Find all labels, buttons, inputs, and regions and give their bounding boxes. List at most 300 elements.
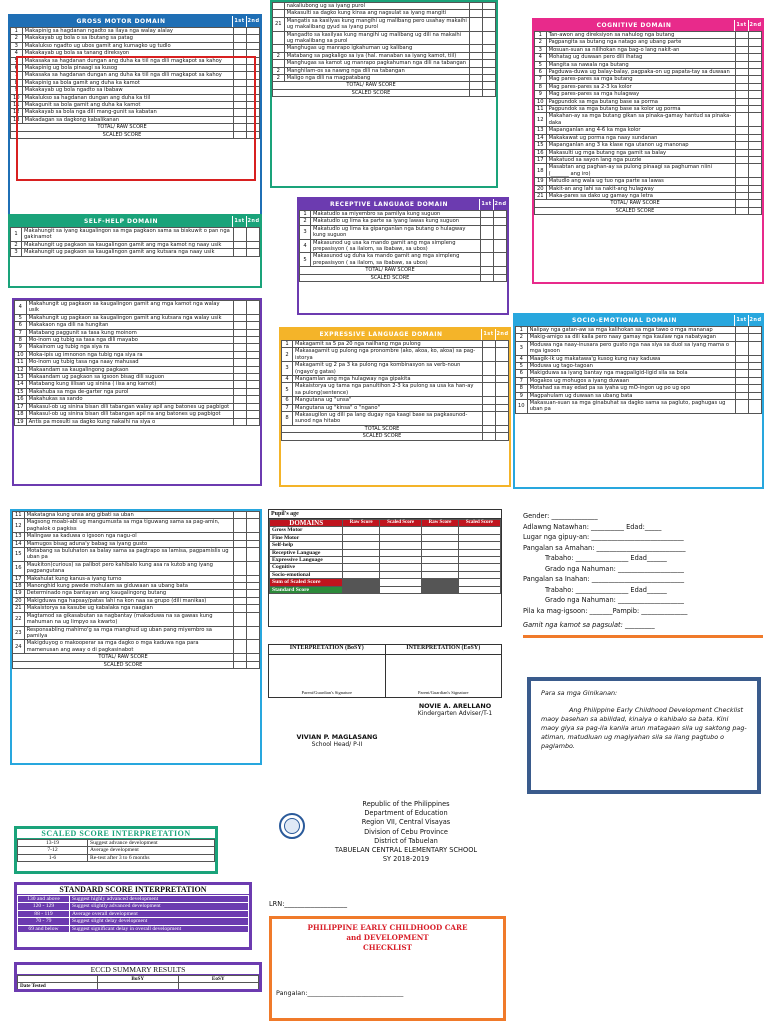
check-cell-1[interactable] xyxy=(234,512,247,519)
checklist-row xyxy=(273,60,496,67)
scaled-score-label: SCALED SCORE xyxy=(11,131,234,138)
check-cell-2[interactable] xyxy=(247,418,260,425)
check-cell-2[interactable] xyxy=(247,359,260,366)
check-cell-2[interactable] xyxy=(247,249,260,256)
check-cell-1[interactable] xyxy=(234,249,247,256)
check-cell-1[interactable] xyxy=(234,50,247,57)
check-cell-1[interactable] xyxy=(483,341,496,348)
check-cell-2[interactable] xyxy=(247,590,260,597)
checklist-row: 15 Motabang sa buluhaton sa balay sama sa pagtrapo sa lamisa, pagpamislis ug uban pa xyxy=(13,548,260,562)
check-cell-1[interactable] xyxy=(234,337,247,344)
check-cell-1[interactable] xyxy=(234,79,247,86)
checklist-row: 2 Makasagamit ug pulong nga pronombre (ako, akoa, ko, akoa) sa pag-istorya xyxy=(282,348,509,362)
check-cell-2[interactable] xyxy=(247,612,260,626)
check-cell-2[interactable] xyxy=(247,519,260,533)
check-cell-1[interactable] xyxy=(234,626,247,640)
check-cell-1[interactable] xyxy=(736,185,749,192)
checklist-item: Makahan-ay sa mga butang gikan sa pinaka-gamay hantud sa pinaka-daka xyxy=(546,113,735,127)
check-cell-1[interactable] xyxy=(483,348,496,362)
check-cell-1[interactable] xyxy=(234,540,247,547)
check-cell-2[interactable] xyxy=(749,370,762,377)
check-cell-1[interactable] xyxy=(483,376,496,383)
check-cell-2[interactable] xyxy=(247,87,260,94)
check-cell-1[interactable] xyxy=(234,28,247,35)
check-cell-1[interactable] xyxy=(234,344,247,351)
check-cell-1[interactable] xyxy=(234,351,247,358)
check-cell-1[interactable] xyxy=(470,45,483,52)
check-cell-1[interactable] xyxy=(234,548,247,562)
check-cell-1[interactable] xyxy=(736,164,749,178)
check-cell-2[interactable] xyxy=(483,52,496,59)
checklist-item: Mag pares-pares sa mga butang xyxy=(546,76,735,83)
standard-interp-panel xyxy=(14,882,252,950)
check-cell-1[interactable] xyxy=(736,392,749,399)
pupil-info xyxy=(523,511,763,638)
gross-motor-panel: GROSS MOTOR DOMAIN 1st 2nd 1 Makapinig sa hagdanan ngadto sa ilaya nga walay alalay 2 Makakayab ug bola o sa ibutang sa patag 3 Makalukso ngadto ug ubos gamit ang kumagko ug tudlo 4 Makakayab ug bola sa tanang direksyon 5 Makasaka sa hagdanan dungan ang duha ka tiil nga dili magkapot sa kahoy 6 Makapinig ug bola pinaagi sa kusog 7 Makasaka sa hagdanan dungan ang duha ka tiil nga dili magkapot sa kahoy 8 Makapinig sa bola gamit ang duha ka kamot 9 Makakayab ug bola ngadto sa ibabaw 10 Makalukso sa hagdanan dungan ang duha ka tiil 11 Makagunit sa bola gamit ang duha ka kamot 12 Makakayab sa bola nga dili mang-gunit sa kabatan 13 Makadagan sa dagkong kabalikanan TOTAL/ RAW SCORE SCALED SCORE xyxy=(8,14,262,217)
summary-domain: Gross Motor xyxy=(270,527,343,534)
check-cell-2[interactable] xyxy=(247,241,260,248)
self-help-panel: SELF-HELP DOMAIN 1st 2nd 1 Makahungit sa iyang kaugalingon sa mga pagkaon sama sa biskuwit o pan nga gakinamot 2 Makahungit ug pagkaon sa kaugalingon gamit ang mga kamot ng naay usik 3 Makahungit ug pagkaon sa kaugalingon gamit ang kutsara nga naay usik xyxy=(8,214,262,288)
summary-head: Raw Score xyxy=(422,520,459,527)
check-cell-2[interactable] xyxy=(247,337,260,344)
checklist-item: Manghugas ug manrapo igkahuman ug kalibang xyxy=(284,45,469,52)
check-cell-1[interactable] xyxy=(736,106,749,113)
check-cell-2[interactable] xyxy=(749,142,762,149)
check-cell-1[interactable] xyxy=(736,370,749,377)
check-cell-1[interactable] xyxy=(234,314,247,321)
checklist-item: Makasul-ob ug sinina bisan dili tabangan apil na ang batones ug pagbigot xyxy=(26,411,233,418)
check-cell-1[interactable] xyxy=(234,35,247,42)
check-cell-2[interactable] xyxy=(247,540,260,547)
cognitive-table xyxy=(534,31,762,215)
check-cell-2[interactable] xyxy=(247,301,260,315)
check-cell-2[interactable] xyxy=(749,334,762,341)
check-cell-2[interactable] xyxy=(483,10,496,17)
check-cell-1[interactable] xyxy=(736,334,749,341)
check-cell-1[interactable] xyxy=(234,418,247,425)
eccd-title: ECCD SUMMARY RESULTS xyxy=(17,965,259,975)
checklist-row: 2 Manghilam-os sa nawng nga dili na tabangan xyxy=(273,67,496,74)
check-cell-2[interactable] xyxy=(247,109,260,116)
head-block xyxy=(282,733,392,748)
check-cell-2[interactable] xyxy=(483,45,496,52)
checklist-row: 5 Makasunod ug duha ka mando gamit ang mga simpleng prepasisyon ( sa ilalom, sa ibabaw, sa ubos) xyxy=(300,253,507,267)
check-cell-2[interactable] xyxy=(247,322,260,329)
check-cell-1[interactable] xyxy=(234,57,247,64)
check-cell-1[interactable] xyxy=(234,640,247,654)
check-cell-1[interactable] xyxy=(234,388,247,395)
check-cell-2[interactable] xyxy=(247,344,260,351)
check-cell-2[interactable] xyxy=(749,113,762,127)
check-cell-1[interactable] xyxy=(736,83,749,90)
check-cell-1[interactable] xyxy=(234,65,247,72)
check-cell-1[interactable] xyxy=(483,404,496,411)
check-cell-1[interactable] xyxy=(483,397,496,404)
check-cell-1[interactable] xyxy=(234,109,247,116)
check-cell-2[interactable] xyxy=(247,57,260,64)
check-cell-1[interactable] xyxy=(736,341,749,355)
check-cell-1[interactable] xyxy=(481,225,494,239)
check-cell-1[interactable] xyxy=(736,98,749,105)
receptive-table xyxy=(299,210,507,282)
check-cell-2[interactable] xyxy=(247,94,260,101)
checklist-row: 4 Mohatag ug duwaan pero dili ihatag xyxy=(535,54,762,61)
republic-block: Republic of the Philippines Department of Education Region VII, Central Visayas Division of Cebu Province District of Tabuelan TABUELAN CENTRAL ELEMENTARY SCHOOL SY 2018-2019 xyxy=(334,800,478,864)
check-cell-2[interactable] xyxy=(749,106,762,113)
checklist-row: 4 Makasunod ug usa ka mando gamit ang mga simpleng prepasisyon ( sa ilalom, sa ibabaw, sa ubos) xyxy=(300,239,507,253)
check-cell-1[interactable] xyxy=(234,72,247,79)
parent-signature-1: Parent/Guardian's Signature xyxy=(301,690,352,695)
checklist-row: 17 Makahulat kung kanus-a iyang turno xyxy=(13,575,260,582)
check-cell-2[interactable] xyxy=(749,400,762,414)
checklist-item: Motabang sa buluhaton sa balay sama sa pagtrapo sa lamisa, pagpamislis ug uban pa xyxy=(24,548,233,562)
cognitive-panel: COGNITIVE DOMAIN 1st 2nd 1 Tan-awon ang direksiyon sa nahulog nga butang 2 Pagpangita sa butang nga natago ang ubang parte 3 Mosuan-suan sa nilihokan nga bag-o lang nakit-an 4 Mohatag ug duwaan pero dili ihatag 5 Mangita sa nawala nga butang 6 Pagduwa-duwa ug balay-balay, pagpaka-on ug papata-tay sa duwaan 7 Mag pares-pares sa mga butang 8 Mag pares-pares sa 2-3 ka kolor 9 Mag pares-pares sa mga hulagway 10 Pagpundok sa mga butang base sa porma 11 Pagpundok sa mga butang base sa kolor ug porma 12 Makahan-ay sa mga butang gikan sa pinaka-gamay hantud sa pinaka-daka 13 Mapanganlan ang 4-6 ka mga kolor 14 Makakawat ug porma nga naay sundanan 15 Mapanganlan ang 3 ka klase nga utanon ug manonap 16 Makasulti ug mga butang nga gamit sa balay 17 Makatuod sa sayon lang nga puzzle 18 Masabtan ang paghan-ay sa pulong pinaagi sa paghuman niini (_______ ang iro) 19 Matudlo ang wala ug tuo nga parte sa lawas 20 Makit-an ang lahi sa nakit-ang hulagway 21 Maka-pares sa dako ug gamay nga letra TOTAL/ RAW SCORE SCALED SCORE xyxy=(532,18,764,284)
checklist-item: Makasunod ug usa ka mando gamit ang mga simpleng prepasisyon ( sa ilalom, sa ibabaw, sa ubos) xyxy=(311,239,481,253)
total-raw-score-label: TOTAL/ RAW SCORE xyxy=(535,200,736,207)
checklist-item: Makaandam sa kaugalingong pagkaon xyxy=(26,366,233,373)
check-cell-1[interactable] xyxy=(234,102,247,109)
checklist-row: 20 Makigduwa nga hapsay/patas lahi na kon naa sa grupo (dili manikas) xyxy=(13,597,260,604)
checklist-row: 6 Makakaon nga dili na hungitan xyxy=(15,322,260,329)
checklist-row: 2 Makig-amigo sa dili kaila pero naay gamay nga kaulaw nga nabatyagan xyxy=(516,334,762,341)
check-cell-1[interactable] xyxy=(736,91,749,98)
check-cell-2[interactable] xyxy=(247,381,260,388)
check-cell-2[interactable] xyxy=(749,164,762,178)
check-cell-2[interactable] xyxy=(247,65,260,72)
checklist-item: Makakayab ug bola ngadto sa ibabaw xyxy=(22,87,233,94)
checklist-item: Makasulti ug mga butang nga gamit sa balay xyxy=(546,149,735,156)
check-cell-2[interactable] xyxy=(749,76,762,83)
mother-field: Pangalan sa Inahan: ____________________________ xyxy=(523,575,685,583)
checklist-row: 7 Mag pares-pares sa mga butang xyxy=(535,76,762,83)
check-cell-1[interactable] xyxy=(736,327,749,334)
check-cell-1[interactable] xyxy=(234,116,247,123)
check-cell-1[interactable] xyxy=(736,127,749,134)
check-cell-1[interactable] xyxy=(234,359,247,366)
check-cell-1[interactable] xyxy=(736,400,749,414)
check-cell-2[interactable] xyxy=(749,127,762,134)
check-cell-2[interactable] xyxy=(749,355,762,362)
checklist-row: 19 Antis pa mosulti sa dagko kung nakaihi na siya o xyxy=(15,418,260,425)
receptive-title: RECEPTIVE LANGUAGE DOMAIN xyxy=(329,201,449,208)
checklist-item: Matabang kung iilisan ug sinina ( iisa ang kamot) xyxy=(26,381,233,388)
check-cell-1[interactable] xyxy=(234,374,247,381)
check-cell-2[interactable] xyxy=(483,3,496,10)
check-cell-2[interactable] xyxy=(483,17,496,31)
check-cell-2[interactable] xyxy=(247,561,260,575)
check-cell-1[interactable] xyxy=(736,32,749,39)
check-cell-2[interactable] xyxy=(496,397,509,404)
check-cell-2[interactable] xyxy=(483,31,496,45)
address-field: Lugar nga gipuy-an: ____________________________ xyxy=(523,533,684,541)
checklist-row: 8 Mag pares-pares sa 2-3 ka kolor xyxy=(535,83,762,90)
checklist-item: Masabtan ang paghan-ay sa pulong pinaagi sa paghuman niini (_______ ang iro) xyxy=(546,164,735,178)
scaled-interp-panel xyxy=(14,826,218,874)
self-help-top-panel xyxy=(270,0,498,188)
checklist-item: Makakaon nga dili na hungitan xyxy=(26,322,233,329)
check-cell-2[interactable] xyxy=(483,67,496,74)
check-cell-2[interactable] xyxy=(496,404,509,411)
check-cell-1[interactable] xyxy=(736,113,749,127)
total-raw-score-label: TOTAL/ RAW SCORE xyxy=(300,267,481,274)
checklist-item: Makapinig sa bola gamit ang duha ka kamot xyxy=(22,79,233,86)
check-cell-2[interactable] xyxy=(247,42,260,49)
check-cell-2[interactable] xyxy=(483,60,496,67)
check-cell-2[interactable] xyxy=(494,225,507,239)
check-cell-2[interactable] xyxy=(749,61,762,68)
check-cell-1[interactable] xyxy=(234,87,247,94)
adviser-title: Kindergarten Adviser/T-1 xyxy=(417,710,493,717)
check-cell-1[interactable] xyxy=(234,590,247,597)
check-cell-1[interactable] xyxy=(234,396,247,403)
checklist-item: Maagik-ik ug makatawa'g kusog kung nay kaduwa xyxy=(527,355,735,362)
check-cell-1[interactable] xyxy=(481,211,494,218)
adviser-block xyxy=(400,702,510,717)
check-cell-2[interactable] xyxy=(494,239,507,253)
check-cell-2[interactable] xyxy=(749,98,762,105)
checklist-item: Makatuod sa sayon lang nga puzzle xyxy=(546,156,735,163)
check-cell-2[interactable] xyxy=(247,605,260,612)
check-cell-2[interactable] xyxy=(749,69,762,76)
check-cell-2[interactable] xyxy=(749,83,762,90)
check-cell-2[interactable] xyxy=(247,640,260,654)
checklist-item: Makasagamit ug pulong nga pronombre (ako, akoa, ko, akoa) sa pag-istorya xyxy=(293,348,483,362)
total-raw-score-label: TOTAL SCORE xyxy=(282,425,483,432)
checklist-row: 9 Makakayab ug bola ngadto sa ibabaw xyxy=(11,87,260,94)
check-cell-1[interactable] xyxy=(234,329,247,336)
check-cell-2[interactable] xyxy=(247,35,260,42)
check-cell-2[interactable] xyxy=(749,392,762,399)
check-cell-2[interactable] xyxy=(749,178,762,185)
check-cell-1[interactable] xyxy=(470,67,483,74)
check-cell-1[interactable] xyxy=(736,363,749,370)
check-cell-2[interactable] xyxy=(749,54,762,61)
check-cell-1[interactable] xyxy=(234,411,247,418)
check-cell-2[interactable] xyxy=(247,388,260,395)
checklist-row: 6 Makigduwa sa iyang bantay nga magpaligid-ligid sila sa bola xyxy=(516,370,762,377)
check-cell-2[interactable] xyxy=(496,383,509,397)
checklist-row: 17 Makatuod sa sayon lang nga puzzle xyxy=(535,156,762,163)
check-cell-2[interactable] xyxy=(496,412,509,426)
check-cell-2[interactable] xyxy=(749,32,762,39)
checklist-item: Makakawat ug porma nga naay sundanan xyxy=(546,134,735,141)
check-cell-2[interactable] xyxy=(496,341,509,348)
check-cell-2[interactable] xyxy=(749,39,762,46)
check-cell-2[interactable] xyxy=(247,548,260,562)
check-cell-2[interactable] xyxy=(247,72,260,79)
check-cell-2[interactable] xyxy=(496,348,509,362)
check-cell-1[interactable] xyxy=(234,366,247,373)
check-cell-2[interactable] xyxy=(749,91,762,98)
checklist-row: 12 Magsong moabi-abi ug mangumusta sa mga tiguwang sama sa pag-amin, paghalok o pagkiss xyxy=(13,519,260,533)
check-cell-1[interactable] xyxy=(736,54,749,61)
summary-panel xyxy=(268,509,502,627)
checklist-row xyxy=(273,45,496,52)
check-cell-1[interactable] xyxy=(470,3,483,10)
check-cell-1[interactable] xyxy=(234,533,247,540)
checklist-row: 10 Makasuan-suan sa mga ginabuhat sa dagko sama sa pagluto, paghugas ug uban pa xyxy=(516,400,762,414)
checklist-row: 9 Mag pares-pares sa mga hulagway xyxy=(535,91,762,98)
check-cell-1[interactable] xyxy=(234,605,247,612)
socio-table xyxy=(515,326,762,414)
check-cell-2[interactable] xyxy=(247,533,260,540)
check-cell-2[interactable] xyxy=(247,102,260,109)
checklist-item: Nalipay nga gatan-aw sa mga kalihokan sa mga tawo o mga mananap xyxy=(527,327,735,334)
socio-cont-panel xyxy=(10,509,262,765)
check-cell-1[interactable] xyxy=(736,156,749,163)
checklist-item: Makahungit ug pagkaon sa kaugalingon gamit ang kutsara nga naay usik xyxy=(22,249,234,256)
check-cell-1[interactable] xyxy=(234,403,247,410)
check-cell-2[interactable] xyxy=(494,253,507,267)
check-cell-1[interactable] xyxy=(736,46,749,53)
check-cell-2[interactable] xyxy=(247,116,260,123)
summary-domain: Socio-emotional xyxy=(270,571,343,578)
lrn-field: LRN:___________________ xyxy=(269,900,348,908)
checklist-row: 14 Mamugos bisag aduna'y babag sa iyang gusto xyxy=(13,540,260,547)
summary-head: Scaled Score xyxy=(458,520,500,527)
check-cell-1[interactable] xyxy=(483,412,496,426)
check-cell-2[interactable] xyxy=(749,134,762,141)
check-cell-1[interactable] xyxy=(234,322,247,329)
check-cell-1[interactable] xyxy=(736,149,749,156)
check-cell-1[interactable] xyxy=(470,31,483,45)
check-cell-1[interactable] xyxy=(481,253,494,267)
check-cell-1[interactable] xyxy=(736,61,749,68)
check-cell-1[interactable] xyxy=(481,218,494,225)
check-cell-2[interactable] xyxy=(247,374,260,381)
check-cell-1[interactable] xyxy=(736,178,749,185)
check-cell-1[interactable] xyxy=(483,362,496,376)
check-cell-1[interactable] xyxy=(736,142,749,149)
check-cell-1[interactable] xyxy=(234,612,247,626)
check-cell-2[interactable] xyxy=(247,396,260,403)
check-cell-1[interactable] xyxy=(234,583,247,590)
check-cell-1[interactable] xyxy=(483,383,496,397)
check-cell-1[interactable] xyxy=(736,355,749,362)
check-cell-1[interactable] xyxy=(470,52,483,59)
check-cell-2[interactable] xyxy=(247,583,260,590)
check-cell-2[interactable] xyxy=(247,28,260,35)
checklist-row: 11 Makatagna kung unsa ang gibati sa uban xyxy=(13,512,260,519)
check-cell-2[interactable] xyxy=(483,75,496,82)
checklist-item: Magtamod sa gikasabutan sa nagbantay (makaduwa na sa gawas kung mahuman na ug limpyo sa kwarto) xyxy=(24,612,233,626)
check-cell-2[interactable] xyxy=(247,512,260,519)
checklist-item: Matabang paggunit sa tasa kung moinom xyxy=(26,329,233,336)
check-cell-1[interactable] xyxy=(736,385,749,392)
check-cell-1[interactable] xyxy=(736,39,749,46)
checklist-row: 8 Makasugilon ug dili pa lang dugay nga kaagi base sa pagkasunod-sunod nga hitabo xyxy=(282,412,509,426)
check-cell-2[interactable] xyxy=(496,362,509,376)
checklist-row: 20 Makit-an ang lahi sa nakit-ang hulagway xyxy=(535,185,762,192)
check-cell-1[interactable] xyxy=(234,519,247,533)
check-cell-2[interactable] xyxy=(247,411,260,418)
check-cell-2[interactable] xyxy=(247,351,260,358)
checklist-item: Makaistorya sa kasube ug kabalaka nga naagian xyxy=(24,605,233,612)
check-cell-1[interactable] xyxy=(470,10,483,17)
check-cell-2[interactable] xyxy=(749,185,762,192)
socio-emotional-panel: SOCIO-EMOTIONAL DOMAIN 1st 2nd 1 Nalipay nga gatan-aw sa mga kalihokan sa mga tawo o mga mananap 2 Makig-amigo sa dili kaila pero naay gamay nga kaulaw nga nabatyagan 3 Moduwa nga naay-inusara pero gusto nga naa siya sa duol sa iyang mama o mga igsoon 4 Maagik-ik ug makatawa'g kusog kung nay kaduwa 5 Moduwa ug tago-tagoan 6 Makigduwa sa iyang bantay nga magpaligid-ligid sila sa bola 7 Mogakos ug mohugos a iyang duwaan 8 Motahad sa may edad pa sa iyaha ug mO-ingon ug po ug opo 9 Magpahulam ug duwaan sa ubang bata 10 Makasuan-suan sa mga ginabuhat sa dagko sama sa pagluto, paghugas ug uban pa xyxy=(513,313,764,489)
checklist-item: Makigduwa sa iyang bantay nga magpaligid-ligid sila sa bola xyxy=(527,370,735,377)
check-cell-1[interactable] xyxy=(234,381,247,388)
standard-interp-table: 130 and above Suggest highly advanced development 120 - 129 Suggest slightly advanced development 88 - 119 Average overall development 70 - 79 Suggest slight delay development 69 and below Suggest significant delay in overall development xyxy=(17,895,249,933)
check-cell-2[interactable] xyxy=(247,329,260,336)
check-cell-1[interactable] xyxy=(470,60,483,67)
check-cell-2[interactable] xyxy=(496,376,509,383)
checklist-item: Maka-pares sa dako ug gamay nga letra xyxy=(546,192,735,199)
eccd-panel: ECCD SUMMARY RESULTS BoSY EoSY Date Tested xyxy=(14,962,262,992)
checklist-row: 5 Makaistorya ug tama nga panultihon 2-3 ka pulong sa usa ka han-ay sa pulong(sentence) xyxy=(282,383,509,397)
check-cell-2[interactable] xyxy=(247,228,260,242)
check-cell-1[interactable] xyxy=(234,42,247,49)
check-cell-2[interactable] xyxy=(749,149,762,156)
checklist-row: 3 Makahungit ug pagkaon sa kaugalingon gamit ang kutsara nga naay usik xyxy=(11,249,260,256)
parent-signature-2: Parent/Guardian's Signature xyxy=(418,690,469,695)
checklist-row: 13 Makadagan sa dagkong kabalikanan xyxy=(11,116,260,123)
check-cell-1[interactable] xyxy=(234,94,247,101)
sum-scaled-label: Sum of Scaled Score xyxy=(270,579,343,586)
checklist-row: 16 Makasulti ug mga butang nga gamit sa balay xyxy=(535,149,762,156)
check-cell-2[interactable] xyxy=(247,79,260,86)
check-cell-1[interactable] xyxy=(234,575,247,582)
check-cell-1[interactable] xyxy=(736,76,749,83)
note-body: Ang Philippine Early Childhood Development Checklist maoy basehan sa abilidad, kinaiya o kahibalo sa bata. Kini maoy giya sa pag-ila kanila arun matagaan sila ug saktong pag-atiman, matudluan ug magiyahan sila sa ilang pagtubo o paglambo. xyxy=(541,706,747,750)
check-cell-1[interactable] xyxy=(481,239,494,253)
checklist-item: Makainom ug tubig nga siya ra xyxy=(26,344,233,351)
checklist-item: Makasuan-suan sa mga ginabuhat sa dagko sama sa pagluto, paghugas ug uban pa xyxy=(527,400,735,414)
check-cell-2[interactable] xyxy=(494,211,507,218)
check-cell-1[interactable] xyxy=(736,69,749,76)
checklist-item: Makapinig sa hagdanan ngadto sa ilaya nga walay alalay xyxy=(22,28,233,35)
checklist-row: 4 Maagik-ik ug makatawa'g kusog kung nay kaduwa xyxy=(516,355,762,362)
check-cell-1[interactable] xyxy=(470,75,483,82)
check-cell-2[interactable] xyxy=(749,385,762,392)
check-cell-2[interactable] xyxy=(749,46,762,53)
check-cell-1[interactable] xyxy=(736,134,749,141)
checklist-row: 2 Makatudlo ug lima ka parte sa iyang lawas kung suguon xyxy=(300,218,507,225)
check-cell-1[interactable] xyxy=(736,377,749,384)
check-cell-2[interactable] xyxy=(749,327,762,334)
check-cell-2[interactable] xyxy=(247,403,260,410)
check-cell-2[interactable] xyxy=(749,192,762,199)
check-cell-1[interactable] xyxy=(736,192,749,199)
checklist-item: Makasunod ug duha ka mando gamit ang mga simpleng prepasisyon ( sa ilalom, sa ibabaw, sa ubos) xyxy=(311,253,481,267)
check-cell-2[interactable] xyxy=(247,366,260,373)
gross-motor-table xyxy=(10,27,260,139)
check-cell-1[interactable] xyxy=(234,228,247,242)
scaled-interp-title: SCALED SCORE INTERPRETATION xyxy=(17,829,215,839)
check-cell-2[interactable] xyxy=(749,377,762,384)
check-cell-1[interactable] xyxy=(234,597,247,604)
checklist-item: Pagduwa-duwa ug balay-balay, pagpaka-on ug papata-tay sa duwaan xyxy=(546,69,735,76)
check-cell-2[interactable] xyxy=(247,575,260,582)
scaled-score-label: SCALED SCORE xyxy=(282,433,483,440)
check-cell-1[interactable] xyxy=(470,17,483,31)
check-cell-2[interactable] xyxy=(749,156,762,163)
check-cell-2[interactable] xyxy=(494,218,507,225)
check-cell-2[interactable] xyxy=(749,363,762,370)
checklist-row: 1 Makahungit sa iyang kaugalingon sa mga pagkaon sama sa biskuwit o pan nga gakinamot xyxy=(11,228,260,242)
check-cell-2[interactable] xyxy=(247,314,260,321)
check-cell-2[interactable] xyxy=(247,626,260,640)
name-field: Pangalan:______________________________ xyxy=(276,989,404,997)
check-cell-2[interactable] xyxy=(749,341,762,355)
check-cell-1[interactable] xyxy=(234,241,247,248)
checklist-row xyxy=(273,31,496,45)
check-cell-1[interactable] xyxy=(234,301,247,315)
check-cell-2[interactable] xyxy=(247,597,260,604)
check-cell-2[interactable] xyxy=(247,50,260,57)
check-cell-1[interactable] xyxy=(234,561,247,575)
